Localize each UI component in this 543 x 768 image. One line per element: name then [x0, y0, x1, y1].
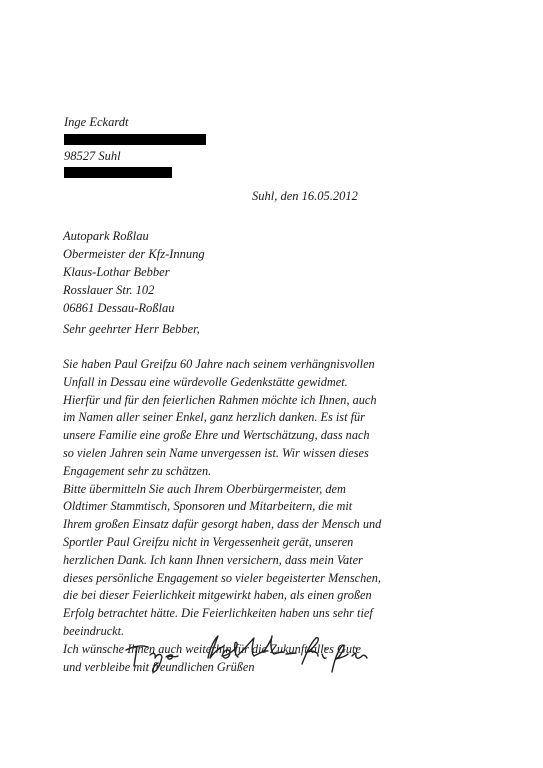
body-line: Unfall in Dessau eine würdevolle Gedenkstätte gewidmet. — [63, 374, 348, 389]
salutation: Sehr geehrter Herr Bebber, — [63, 322, 200, 336]
body-line: Erfolg betrachtet hätte. Die Feierlichkeiten haben uns sehr tief — [63, 606, 373, 621]
body-line: Ihrem großen Einsatz dafür gesorgt haben, dass der Mensch und — [63, 517, 382, 532]
recipient-line: 06861 Dessau-Roßlau — [63, 301, 175, 315]
body-line: dieses persönliche Engagement so vieler begeisterter Menschen, — [63, 570, 381, 585]
body-line: Oldtimer Stammtisch, Sponsoren und Mitarbeitern, die mit — [63, 499, 353, 514]
body-line: Bitte übermitteln Sie auch Ihrem Oberbürgermeister, dem — [63, 481, 346, 496]
recipient-line: Obermeister der Kfz-Innung — [63, 247, 205, 261]
body-line: Ich wünsche Ihnen auch weiterhin für die Zukunft alles Gute — [63, 641, 361, 656]
recipient-line: Rosslauer Str. 102 — [63, 283, 155, 297]
handwritten-signature — [120, 628, 380, 676]
body-line: Hierfür und für den feierlichen Rahmen möchte ich Ihnen, auch — [63, 392, 377, 407]
body-line: beeindruckt. — [63, 623, 125, 638]
sender-city: 98527 Suhl — [64, 149, 121, 163]
body-line: unsere Familie eine große Ehre und Wertschätzung, dass nach — [63, 428, 370, 443]
body-line: im Namen aller seiner Enkel, ganz herzlich danken. Es ist für — [63, 410, 365, 425]
recipient-line: Autopark Roßlau — [63, 229, 149, 243]
recipient-line: Klaus-Lothar Bebber — [63, 265, 170, 279]
body-line: Engagement sehr zu schätzen. — [63, 463, 212, 478]
body-line: die bei dieser Feierlichkeit mitgewirkt haben, als einen großen — [63, 588, 372, 603]
redaction-bar — [64, 134, 206, 145]
body-line: herzlichen Dank. Ich kann Ihnen versichern, dass mein Vater — [63, 552, 363, 567]
body-line: so vielen Jahren sein Name unvergessen ist. Wir wissen dieses — [63, 445, 369, 460]
recipient-address — [63, 227, 205, 317]
body-line: und verbleibe mit freundlichen Grüßen — [63, 659, 255, 674]
letter-date: Suhl, den 16.05.2012 — [252, 189, 358, 203]
sender-block — [64, 114, 206, 178]
body-line: Sportler Paul Greifzu nicht in Vergessenheit gerät, unseren — [63, 534, 354, 549]
redaction-bar — [64, 167, 172, 178]
body-line: Sie haben Paul Greifzu 60 Jahre nach seinem verhängnisvollen — [63, 357, 375, 371]
sender-name: Inge Eckardt — [64, 115, 129, 129]
